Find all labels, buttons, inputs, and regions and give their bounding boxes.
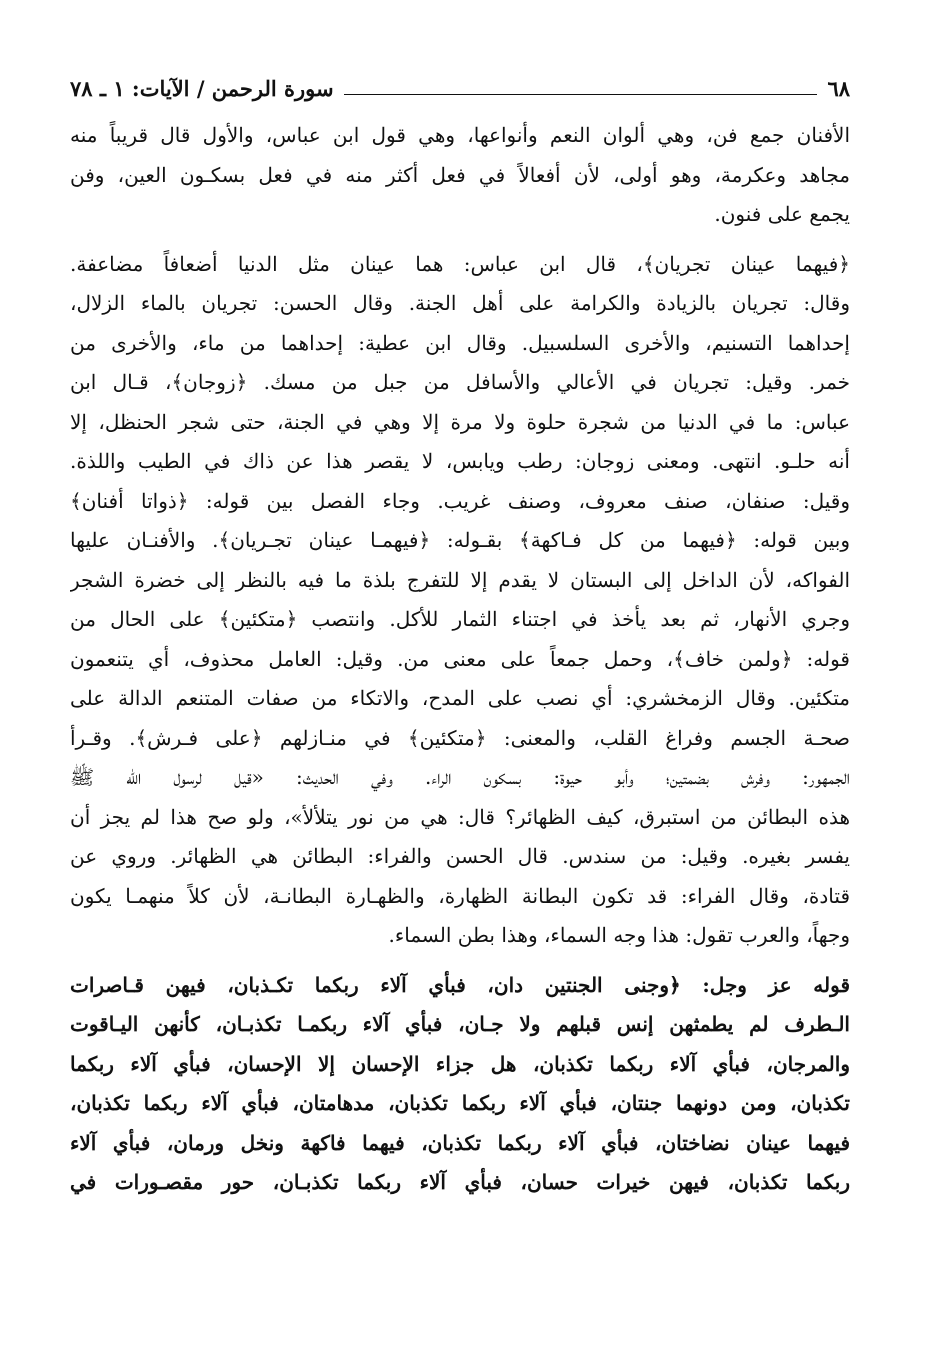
text-line: ربكما تكذبان، فيهن خيرات حسان، فبأي آلاء ربكما تكذبـان، حور مقصـورات في xyxy=(70,1170,850,1194)
text-line: قتادة، وقال الفراء: قد تكون البطانة الظهارة، والظهـارة البطانـة، لأن كلاً منهمـا يكون xyxy=(70,883,850,908)
text-line: الـطرف لم يطمثهن إنس قبلهم ولا جـان، فبأي آلاء ربكمـا تكذبـان، كأنهن اليـاقوت xyxy=(70,1012,850,1036)
text-line: يفسر بغيره. وقيل: من سندس. قال الحسن والفراء: البطائن هي الظهائر. وروي عن xyxy=(70,844,850,868)
text-line: قوله عز وجل: ﴿وجنى الجنتين دان، فبأي آلاء ربكما تكـذبان، فيهن قـاصرات xyxy=(70,972,850,997)
text-line: وقيل: صنفان، صنف معروف، وصنف غريب. وجاء الفصل بين قوله: ﴿ذواتا أفنان﴾ xyxy=(70,488,850,513)
text-line: الجمهور: وفرش بضمتين؛ وأبو حيوة: بسكون الراء. وفي الحديث: «قيل لرسول الله ﷺ xyxy=(70,765,850,789)
text-line: صحـة الجسم وفراغ القلب، والمعنى: ﴿متكئين﴾ في منـازلهم ﴿على فـرش﴾. وقـرأ xyxy=(70,725,850,750)
text-line: عباس: ما في الدنيا من شجرة حلوة ولا مرة إلا وهي في الجنة، حتى شجر الحنظل، إلا xyxy=(70,409,850,434)
page-number: ٦٨ xyxy=(827,75,850,101)
text-line: والمرجان، فبأي آلاء ربكما تكذبان، هل جزاء الإحسان إلا الإحسان، فبأي آلاء ربكما xyxy=(70,1051,850,1076)
text-line: خمر. وقيل: تجريان في الأعالي والأسافل من جبل من مسك. ﴿زوجان﴾، قـال ابن xyxy=(70,370,850,394)
paragraph-gap xyxy=(70,956,850,966)
text-line: وجري الأنهار، ثم بعد يأخذ في اجتناء الثمار للأكل. وانتصب ﴿متكئين﴾ على الحال من xyxy=(70,607,850,631)
paragraph-gap xyxy=(70,235,850,245)
text-line: الفواكه، لأن الداخل إلى البستان لا يقدم إلا للتفرج بلذة ما فيه بالنظر إلى خضرة الشجر xyxy=(70,567,850,592)
text-line: إحداهما التسنيم، والأخرى السلسبيل. وقال ابن عطية: إحداهما من ماء، والأخرى من xyxy=(70,330,850,355)
running-title: سورة الرحمن / الآيات: ١ ـ ٧٨ xyxy=(70,75,334,101)
text-line: وبين قوله: ﴿فيهما من كل فـاكهة﴾ بقـوله: ﴿فيهمـا عينان تجـريان﴾. والأفنـان عليها xyxy=(70,528,850,552)
book-page xyxy=(70,68,850,1203)
page-body xyxy=(70,116,850,1203)
header-rule xyxy=(344,94,818,95)
paragraph-3 xyxy=(70,966,850,1203)
text-line: فيهما عينان نضاختان، فبأي آلاء ربكما تكذبان، فيهما فاكهة ونخل ورمان، فبأي آلاء xyxy=(70,1130,850,1155)
text-line: وقال: تجريان بالزيادة والكرامة على أهل الجنة. وقال الحسن: تجريان بالماء الزلال، xyxy=(70,291,850,315)
text-line: أنه حلـو. انتهى. ومعنى زوجان: رطب ويابس، لا يقصر هذا عن ذاك في الطيب واللذة. xyxy=(70,449,850,473)
paragraph-2 xyxy=(70,245,850,956)
text-line: قوله: ﴿ولمن خاف﴾، وحمل جمعاً على معنى من. وقيل: العامل محذوف، أي يتنعمون xyxy=(70,646,850,671)
text-line: الأفنان جمع فن، وهي ألوان النعم وأنواعها، وهي قول ابن عباس، والأول قال قريباً منه xyxy=(70,123,850,147)
text-line: يجمع على فنون. xyxy=(714,202,850,226)
paragraph-1 xyxy=(70,116,850,235)
text-line: هذه البطائن من استبرق، كيف الظهائر؟ قال: هي من نور يتلألأ»، ولو صح هذا لم يجز أن xyxy=(70,804,850,829)
text-line: ﴿فيهما عينان تجريان﴾، قال ابن عباس: هما عينان مثل الدنيا أضعافاً مضاعفة. xyxy=(70,251,850,276)
page-header xyxy=(70,68,850,108)
text-line: وجهاً، والعرب تقول: هذا وجه السماء، وهذا بطن السماء. xyxy=(388,923,850,947)
text-line: متكئين. وقال الزمخشري: أي نصب على المدح، والاتكاء من صفات المتنعم الدالة على xyxy=(70,686,850,710)
text-line: تكذبان، ومن دونهما جنتان، فبأي آلاء ربكما تكذبان، مدهامتان، فبأي آلاء ربكما تكذبان، xyxy=(70,1091,850,1115)
text-line: مجاهد وعكرمة، وهو أولى، لأن أفعالاً في فعل أكثر منه في فعل بسكـون العين، وفن xyxy=(70,162,850,187)
